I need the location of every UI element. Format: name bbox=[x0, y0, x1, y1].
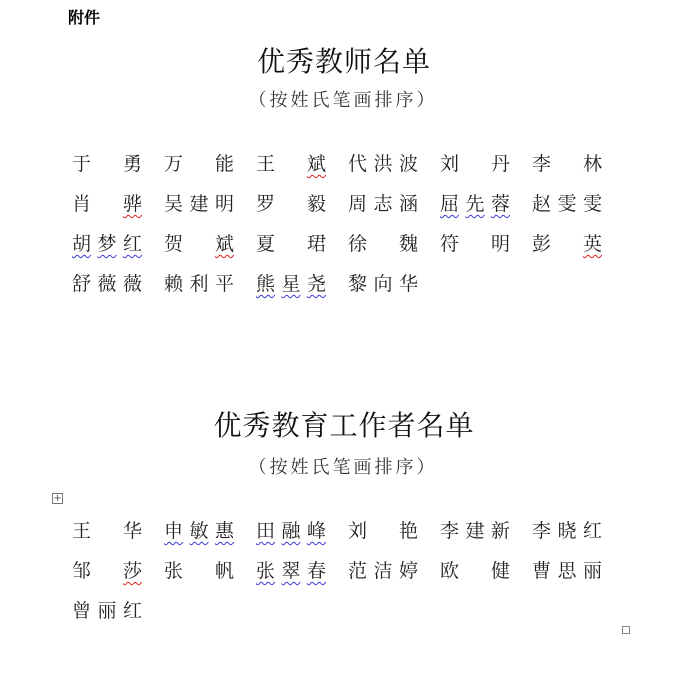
name-char: 红 bbox=[122, 233, 142, 255]
name-char: 梦 bbox=[97, 233, 117, 255]
name-char: 张 bbox=[256, 560, 276, 582]
name-char: 徐 bbox=[348, 233, 368, 255]
name-char: 丽 bbox=[582, 560, 602, 582]
name-char: 建 bbox=[465, 520, 485, 542]
name-char: 融 bbox=[281, 520, 301, 542]
name-char: 峰 bbox=[306, 520, 326, 542]
name-char: 胡 bbox=[72, 233, 92, 255]
name-char: 王 bbox=[256, 153, 276, 175]
name-char: 敏 bbox=[189, 520, 209, 542]
name-char: 雯 bbox=[557, 193, 577, 215]
name-char: 符 bbox=[440, 233, 460, 255]
attachment-label: 附件 bbox=[68, 8, 101, 27]
name-char: 赵 bbox=[532, 193, 552, 215]
name-char: 蓉 bbox=[490, 193, 510, 215]
name-cell bbox=[532, 557, 602, 597]
name-char: 明 bbox=[490, 233, 510, 255]
name-cell bbox=[256, 557, 326, 597]
name-char: 夏 bbox=[256, 233, 276, 255]
name-char: 婷 bbox=[398, 560, 418, 582]
name-char: 健 bbox=[490, 560, 510, 582]
name-cell bbox=[72, 190, 142, 230]
name-cell bbox=[348, 150, 418, 190]
name-char: 张 bbox=[164, 560, 184, 582]
name-char: 丹 bbox=[490, 153, 510, 175]
name-char: 思 bbox=[557, 560, 577, 582]
name-char: 红 bbox=[582, 520, 602, 542]
name-cell bbox=[348, 557, 418, 597]
name-char: 新 bbox=[490, 520, 510, 542]
name-cell bbox=[532, 190, 602, 230]
name-char: 彭 bbox=[532, 233, 552, 255]
name-char: 波 bbox=[398, 153, 418, 175]
name-char: 魏 bbox=[398, 233, 418, 255]
name-char: 贺 bbox=[164, 233, 184, 255]
name-cell bbox=[164, 270, 234, 310]
name-char: 斌 bbox=[214, 233, 234, 255]
teachers-list-subtitle: （按姓氏笔画排序） bbox=[248, 90, 438, 111]
name-cell bbox=[164, 517, 234, 557]
name-char: 李 bbox=[440, 520, 460, 542]
name-cell bbox=[72, 597, 142, 637]
name-char: 建 bbox=[189, 193, 209, 215]
name-char: 艳 bbox=[398, 520, 418, 542]
name-char: 洁 bbox=[373, 560, 393, 582]
teachers-name-grid bbox=[72, 150, 624, 310]
name-char: 欧 bbox=[440, 560, 460, 582]
name-cell bbox=[256, 517, 326, 557]
name-cell bbox=[164, 150, 234, 190]
name-cell bbox=[72, 230, 142, 270]
name-char: 刘 bbox=[348, 520, 368, 542]
name-char: 田 bbox=[256, 520, 276, 542]
name-char: 勇 bbox=[122, 153, 142, 175]
name-char: 晓 bbox=[557, 520, 577, 542]
name-char: 邹 bbox=[72, 560, 92, 582]
education-workers-list-title: 优秀教育工作者名单 bbox=[213, 409, 475, 442]
name-char: 翠 bbox=[281, 560, 301, 582]
name-char: 代 bbox=[348, 153, 368, 175]
table-resize-handle-icon[interactable] bbox=[622, 626, 630, 634]
name-char: 尧 bbox=[306, 273, 326, 295]
name-char: 涵 bbox=[398, 193, 418, 215]
name-char: 范 bbox=[348, 560, 368, 582]
name-char: 先 bbox=[465, 193, 485, 215]
teachers-list-title: 优秀教师名单 bbox=[256, 45, 431, 78]
name-cell bbox=[256, 270, 326, 310]
name-char: 英 bbox=[582, 233, 602, 255]
name-cell bbox=[440, 557, 510, 597]
name-char: 星 bbox=[281, 273, 301, 295]
name-char: 能 bbox=[214, 153, 234, 175]
name-char: 肖 bbox=[72, 193, 92, 215]
name-char: 春 bbox=[306, 560, 326, 582]
name-cell bbox=[440, 517, 510, 557]
name-cell bbox=[72, 150, 142, 190]
education-workers-list-subtitle: （按姓氏笔画排序） bbox=[248, 457, 438, 478]
name-cell bbox=[532, 150, 602, 190]
name-char: 斌 bbox=[306, 153, 326, 175]
name-char: 刘 bbox=[440, 153, 460, 175]
name-cell bbox=[348, 517, 418, 557]
name-char: 熊 bbox=[256, 273, 276, 295]
name-char: 万 bbox=[164, 153, 184, 175]
name-char: 林 bbox=[582, 153, 602, 175]
name-char: 红 bbox=[122, 600, 142, 622]
name-cell bbox=[72, 557, 142, 597]
name-char: 莎 bbox=[122, 560, 142, 582]
name-cell bbox=[164, 190, 234, 230]
name-char: 志 bbox=[373, 193, 393, 215]
name-cell bbox=[348, 190, 418, 230]
name-cell bbox=[440, 230, 510, 270]
name-char: 薇 bbox=[97, 273, 117, 295]
education-workers-name-grid bbox=[72, 517, 624, 637]
name-char: 向 bbox=[373, 273, 393, 295]
name-cell bbox=[164, 557, 234, 597]
table-move-handle-icon[interactable]: + bbox=[53, 493, 62, 504]
name-char: 罗 bbox=[256, 193, 276, 215]
name-char: 舒 bbox=[72, 273, 92, 295]
name-cell bbox=[256, 230, 326, 270]
name-cell bbox=[440, 150, 510, 190]
name-cell bbox=[440, 190, 510, 230]
name-char: 珺 bbox=[306, 233, 326, 255]
name-cell bbox=[532, 230, 602, 270]
name-char: 惠 bbox=[214, 520, 234, 542]
name-char: 明 bbox=[214, 193, 234, 215]
name-char: 赖 bbox=[164, 273, 184, 295]
name-cell bbox=[256, 150, 326, 190]
name-char: 丽 bbox=[97, 600, 117, 622]
name-char: 华 bbox=[122, 520, 142, 542]
name-cell bbox=[256, 190, 326, 230]
name-char: 于 bbox=[72, 153, 92, 175]
name-char: 帆 bbox=[214, 560, 234, 582]
name-char: 曹 bbox=[532, 560, 552, 582]
name-char: 李 bbox=[532, 520, 552, 542]
name-char: 申 bbox=[164, 520, 184, 542]
name-cell bbox=[348, 270, 418, 310]
name-char: 李 bbox=[532, 153, 552, 175]
name-char: 毅 bbox=[306, 193, 326, 215]
name-char: 黎 bbox=[348, 273, 368, 295]
name-char: 平 bbox=[214, 273, 234, 295]
name-char: 吴 bbox=[164, 193, 184, 215]
name-cell bbox=[164, 230, 234, 270]
name-char: 华 bbox=[398, 273, 418, 295]
name-cell bbox=[348, 230, 418, 270]
name-cell bbox=[72, 517, 142, 557]
name-char: 利 bbox=[189, 273, 209, 295]
name-char: 雯 bbox=[582, 193, 602, 215]
name-char: 洪 bbox=[373, 153, 393, 175]
name-cell bbox=[72, 270, 142, 310]
name-char: 曾 bbox=[72, 600, 92, 622]
name-cell bbox=[532, 517, 602, 557]
name-char: 王 bbox=[72, 520, 92, 542]
name-char: 周 bbox=[348, 193, 368, 215]
name-char: 骅 bbox=[122, 193, 142, 215]
name-char: 屈 bbox=[440, 193, 460, 215]
name-char: 薇 bbox=[122, 273, 142, 295]
